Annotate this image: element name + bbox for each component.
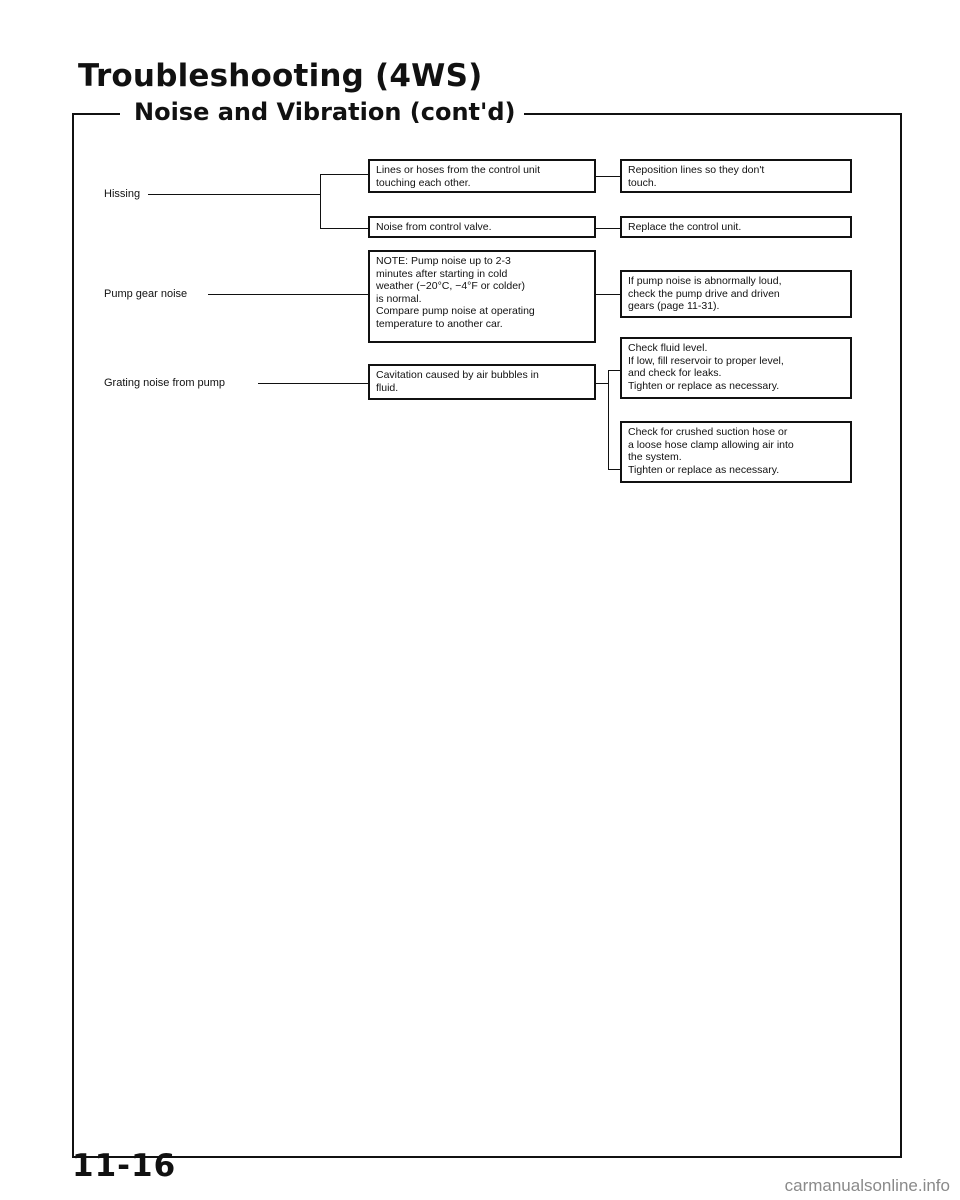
connector-line — [596, 228, 620, 229]
remedy-text: touch. — [628, 176, 657, 189]
connector-line — [320, 174, 321, 229]
cause-text: minutes after starting in cold — [376, 267, 508, 280]
remedy-box-crushed-suction-hose — [620, 421, 852, 483]
cause-box-cavitation — [368, 364, 596, 400]
connector-line — [208, 294, 368, 295]
cause-box-control-valve — [368, 216, 596, 238]
cause-text: Noise from control valve. — [376, 221, 492, 233]
remedy-text: gears (page 11-31). — [628, 300, 720, 312]
remedy-text: Check for crushed suction hose or — [628, 426, 788, 438]
remedy-text: and check for leaks. — [628, 367, 722, 379]
remedy-text: a loose hose clamp allowing air into — [628, 438, 794, 451]
remedy-text: the system. — [628, 451, 682, 463]
connector-line — [258, 383, 368, 384]
watermark: carmanualsonline.info — [784, 1176, 950, 1195]
symptom-pump-gear-noise: Pump gear noise — [104, 288, 188, 300]
cause-box-pump-noise-note — [368, 250, 596, 343]
cause-text: NOTE: Pump noise up to 2-3 — [376, 255, 511, 267]
cause-text: weather (−20°C, −4°F or colder) — [376, 280, 526, 292]
cause-text: Lines or hoses from the control unit — [376, 164, 541, 176]
cause-text: Cavitation caused by air bubbles in — [376, 369, 539, 381]
connector-line — [148, 194, 320, 195]
page-number: 11-16 — [72, 1148, 177, 1184]
connector-line — [608, 469, 620, 470]
remedy-text: If low, fill reservoir to proper level, — [628, 354, 784, 367]
remedy-box-replace-control-unit — [620, 216, 852, 238]
remedy-text: If pump noise is abnormally loud, — [628, 275, 782, 287]
connector-line — [608, 370, 620, 371]
remedy-text: Replace the control unit. — [628, 221, 742, 233]
remedy-box-pump-drive-gears — [620, 270, 852, 318]
cause-text: temperature to another car. — [376, 317, 503, 330]
cause-text: fluid. — [376, 381, 399, 394]
cause-box-lines-touching — [368, 159, 596, 193]
symptom-grating-noise: Grating noise from pump — [104, 377, 226, 389]
connector-line — [596, 294, 620, 295]
connector-line — [608, 370, 609, 470]
remedy-text: Tighten or replace as necessary. — [628, 379, 780, 392]
page-title: Troubleshooting (4WS) — [78, 58, 483, 94]
connector-line — [320, 228, 368, 229]
remedy-text: check the pump drive and driven — [628, 287, 780, 300]
connector-line — [596, 176, 620, 177]
remedy-box-reposition-lines — [620, 159, 852, 193]
section-subtitle: Noise and Vibration (cont'd) — [126, 98, 524, 126]
remedy-text: Reposition lines so they don't — [628, 164, 765, 176]
connector-line — [596, 383, 608, 384]
remedy-box-check-fluid-level — [620, 337, 852, 399]
remedy-text: Check fluid level. — [628, 342, 708, 354]
symptom-hissing: Hissing — [104, 188, 141, 200]
cause-text: Compare pump noise at operating — [376, 305, 535, 317]
remedy-text: Tighten or replace as necessary. — [628, 463, 780, 476]
connector-line — [320, 174, 368, 175]
cause-text: is normal. — [376, 292, 422, 305]
cause-text: touching each other. — [376, 176, 471, 189]
